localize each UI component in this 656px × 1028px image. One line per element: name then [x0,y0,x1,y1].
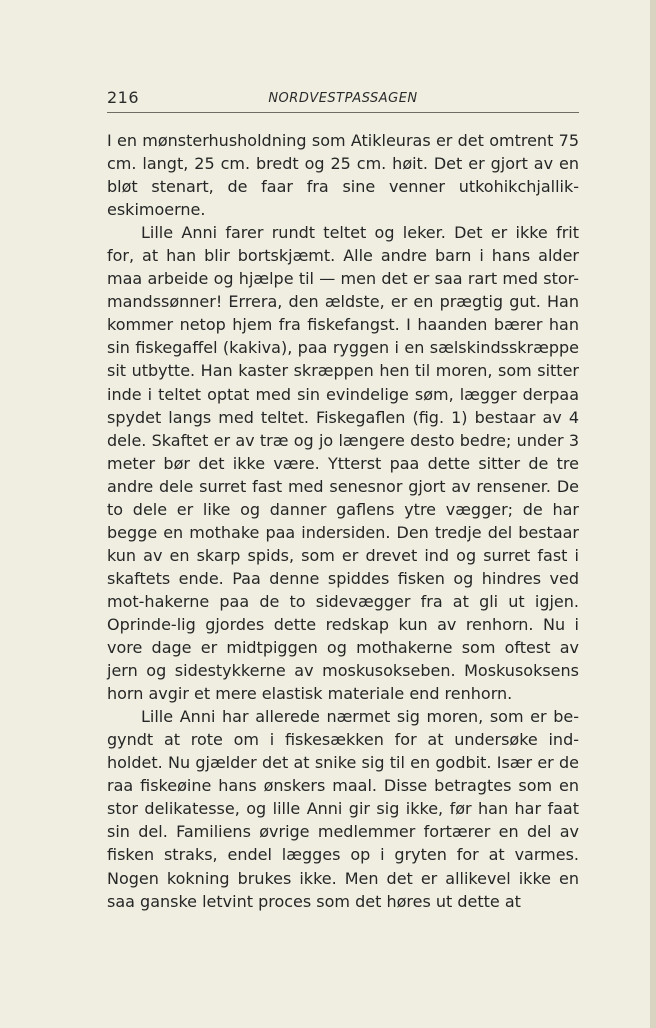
page-header [107,88,579,112]
paragraph-3: Lille Anni har allerede nærmet sig moren, som er be-gyndt at rote om i fiskesækken for at undersøke ind-holdet. Nu gjælder det at snike sig til en godbit. Især er de raa fiskeøine hans ønskers maal. Disse betragtes som en stor delikatesse, og lille Anni gir sig ikke, før han har faat sin del. Familiens øvrige medlemmer fortærer en del av fisken straks, endel lægges op i gryten for at varmes. Nogen kokning brukes ikke. Men det er allikevel ikke en saa ganske letvint proces som det høres ut dette at [107,707,579,911]
running-title: NORDVESTPASSAGEN [268,91,418,106]
header-rule [107,112,579,113]
paragraph-2: Lille Anni farer rundt teltet og leker. Det er ikke frit for, at han blir bortskjæmt. Alle andre barn i hans alder maa arbeide og hjælpe til — men det er saa rart med stor-mandssønner! Errera, den ældste, er en prægtig gut. Han kommer netop hjem fra fiskefangst. I haanden bærer han sin fiskegaffel (kakiva), paa ryggen i en sælskindsskræppe sit utbytte. Han kaster skræppen hen til moren, som sitter inde i teltet optat med sin evindelige søm, lægger derpaa spydet langs med teltet. Fiskegaflen (fig. 1) bestaar av 4 dele. Skaftet er av træ og jo længere desto bedre; under 3 meter bør det ikke være. Ytterst paa dette sitter de tre andre dele surret fast med senesnor gjort av rensener. De to dele er like og danner gaflens ytre vægger; de har begge en mothake paa indersiden. Den tredje del bestaar kun av en skarp spids, som er drevet ind og surret fast i skaftets ende. Paa denne spiddes fisken og hindres ved mot-hakerne paa de to sidevægger fra at gli ut igjen. Oprinde-lig gjordes dette redskap kun av renhorn. Nu i vore dage er midtpiggen og mothakerne som oftest av jern og sidestykkerne av moskusokseben. Moskusoksens horn avgir et mere elastisk materiale end renhorn. [107,223,579,704]
paragraph-1: I en mønsterhusholdning som Atikleuras er det omtrent 75 cm. langt, 25 cm. bredt og 25 cm. høit. Det er gjort av en bløt stenart, de faar fra sine venner utkohikchjallik-eskimoerne. [107,131,579,220]
page-edge [650,0,656,1028]
page-number: 216 [107,88,140,107]
body-text [107,129,579,913]
